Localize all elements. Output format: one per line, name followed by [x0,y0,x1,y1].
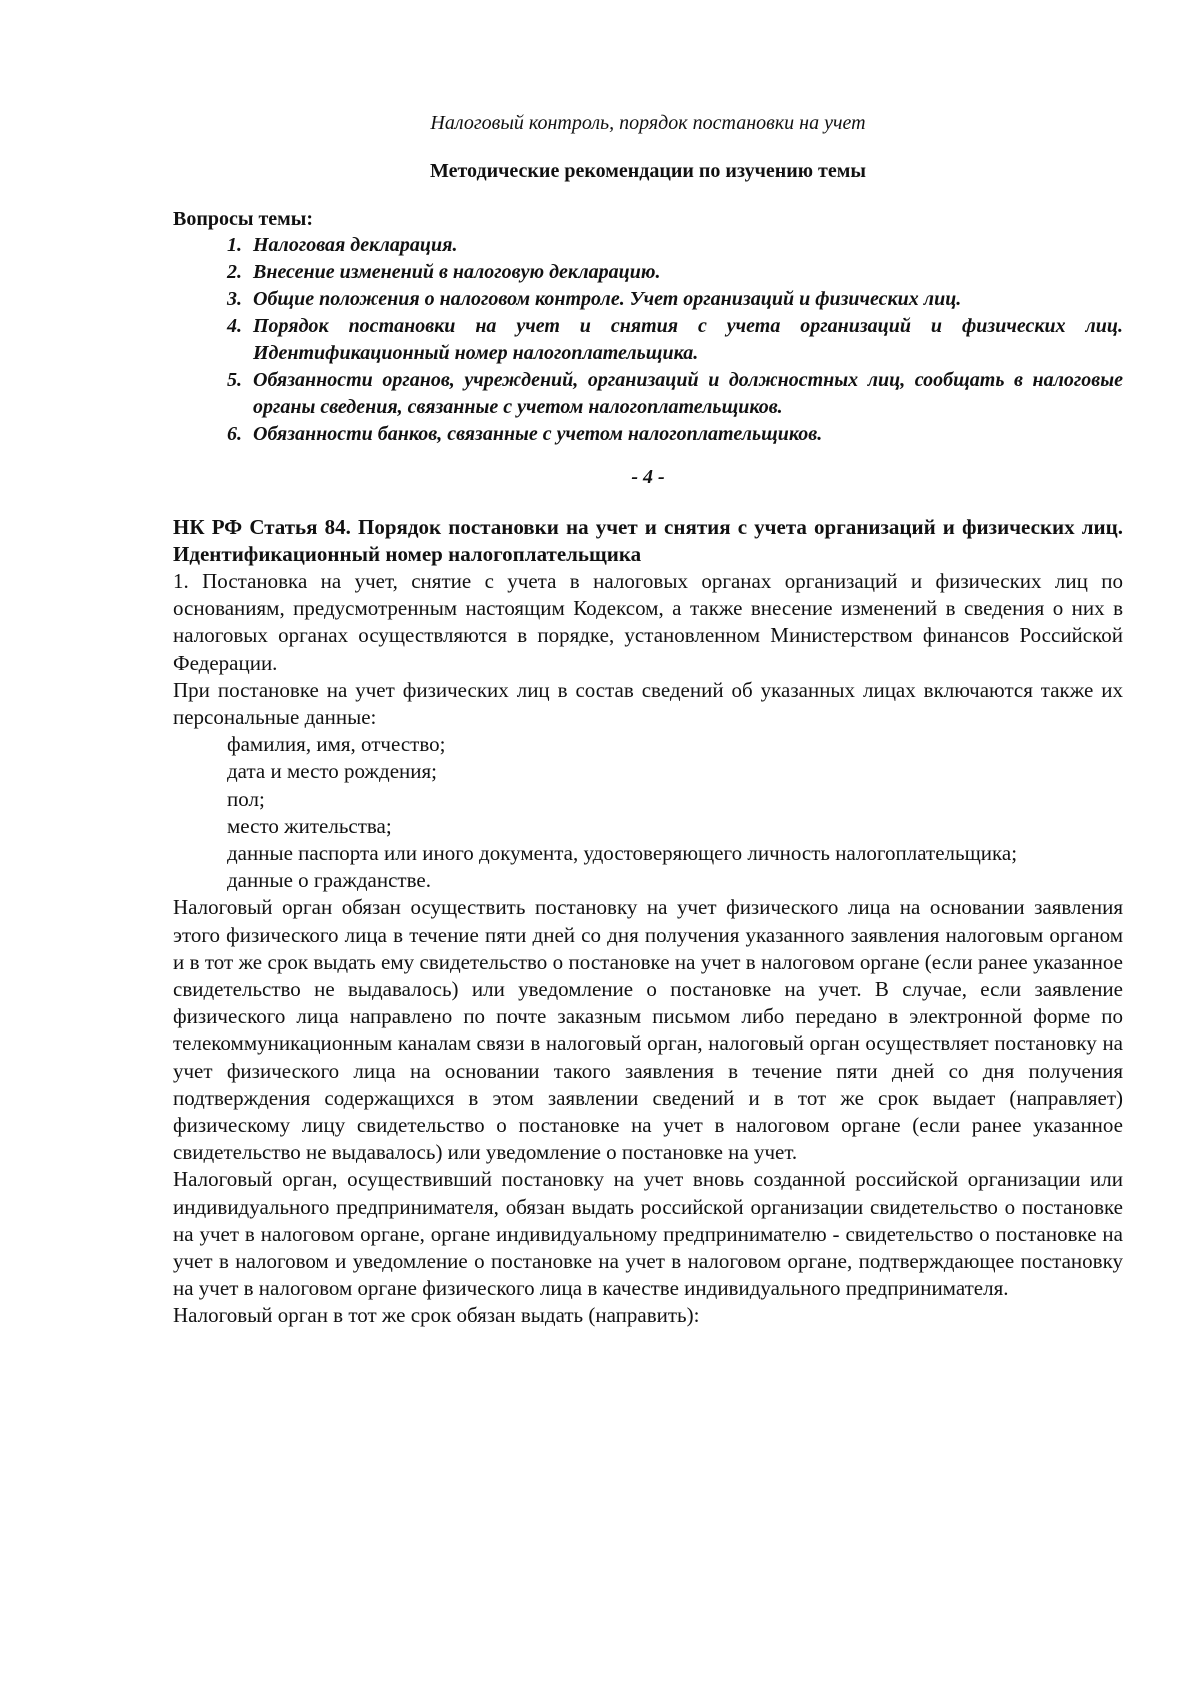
question-item: 2. Внесение изменений в налоговую декларацию. [247,259,1123,286]
personal-data-item: место жительства; [227,813,392,838]
question-item: 3. Общие положения о налоговом контроле. Учет организаций и физических лиц. [247,286,1123,313]
article-paragraph: При постановке на учет физических лиц в состав сведений об указанных лицах включаются также их персональные данные: [173,677,1123,730]
article-paragraph: Налоговый орган в тот же срок обязан выдать (направить): [173,1303,700,1328]
document-page [173,110,1123,1330]
article-paragraph: Налоговый орган, осуществивший постановку на учет вновь созданной российской организации или индивидуального предпринимателя, обязан выдать российской организации свидетельство о постановке на учет в налоговом органе, органе индивидуальному предпринимателю - свидетельство о постановке на учет в налоговом и уведомление о постановке на учет в налоговом органе, подтверждающее постановку на учет в налоговом органе физического лица в качестве индивидуального предпринимателя. [173,1167,1123,1301]
personal-data-item: данные о гражданстве. [227,868,431,893]
personal-data-item: данные паспорта или иного документа, удостоверяющего личность налогоплательщика; [227,841,1018,866]
question-item: 6. Обязанности банков, связанные с учетом налогоплательщиков. [247,421,1123,448]
question-item: 5. Обязанности органов, учреждений, организаций и должностных лиц, сообщать в налоговые органы сведения, связанные с учетом налогоплательщиков. [247,367,1123,421]
topic-title: Налоговый контроль, порядок постановки на учет [430,112,866,134]
page-number: - 4 - [631,466,665,488]
question-item: 4. Порядок постановки на учет и снятия с учета организаций и физических лиц. Идентификационный номер налогоплательщика. [247,313,1123,367]
personal-data-item: фамилия, имя, отчество; [227,732,446,757]
personal-data-item: пол; [227,786,265,811]
article-title: НК РФ Статья 84. Порядок постановки на учет и снятия с учета организаций и физических лиц. Идентификационный номер налогоплательщика [173,515,1123,566]
article-paragraph: 1. Постановка на учет, снятие с учета в налоговых органах организаций и физических лиц по основаниям, предусмотренным настоящим Кодексом, а также внесение изменений в сведения о них в налоговых органах осуществляются в порядке, установленном Министерством финансов Российской Федерации. [173,569,1123,675]
method-title: Методические рекомендации по изучению темы [430,160,866,182]
personal-data-item: дата и место рождения; [227,759,438,784]
questions-heading: Вопросы темы: [173,208,314,230]
article-paragraph: Налоговый орган обязан осуществить постановку на учет физического лица на основании заявления этого физического лица в течение пяти дней со дня получения указанного заявления налоговым органом и в тот же срок выдать ему свидетельство о постановке на учет в налоговом органе (если ранее указанное свидетельство не выдавалось) или уведомление о постановке на учет. В случае, если заявление физического лица направлено по почте заказным письмом либо передано в электронной форме по телекоммуникационным каналам связи в налоговый орган, налоговый орган осуществляет постановку на учет физического лица на основании такого заявления в течение пяти дней со дня получения подтверждения содержащихся в этом заявлении сведений и в тот же срок выдает (направляет) физическому лицу свидетельство о постановке на учет в налоговом органе (если ранее указанное свидетельство не выдавалось) или уведомление о постановке на учет. [173,895,1123,1165]
questions-list [173,232,1123,448]
question-item: 1. Налоговая декларация. [247,232,1123,259]
